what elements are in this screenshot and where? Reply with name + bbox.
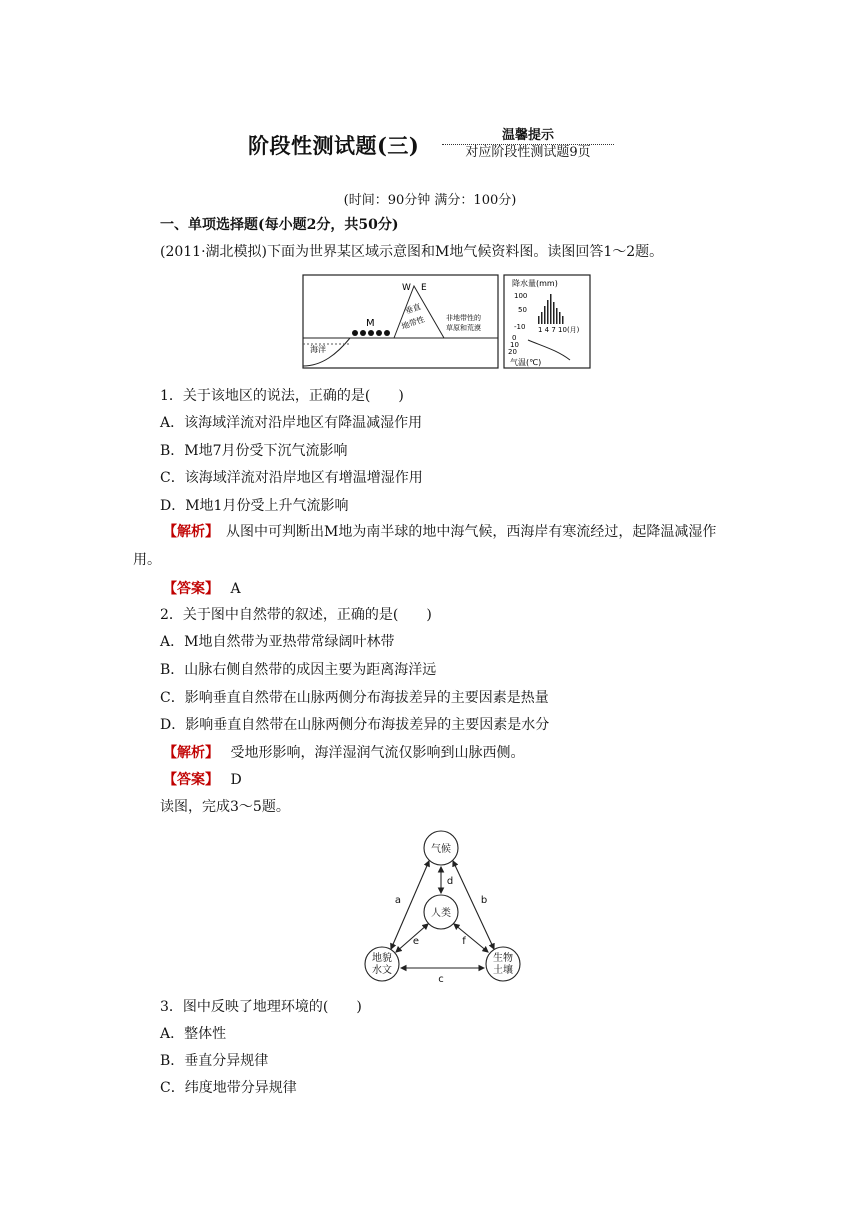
- p50-label: 50: [518, 306, 527, 314]
- t10-label: 10: [510, 341, 519, 349]
- q1-analysis: [133, 518, 733, 574]
- edge-a-label: a: [394, 895, 402, 906]
- q2-analysis: [163, 743, 524, 763]
- zone-label-2: 地带性: [400, 314, 426, 332]
- p100-label: 100: [514, 292, 528, 300]
- edge-e-label: e: [412, 936, 420, 947]
- e-label: E: [421, 283, 427, 293]
- q3-option-b: B．垂直分异规律: [160, 1053, 269, 1069]
- q3-option-a: A．整体性: [160, 1026, 227, 1042]
- w-label: W: [402, 283, 411, 293]
- q2-analysis-text: 受地形影响，海洋湿润气流仅影响到山脉西侧。: [230, 745, 525, 761]
- q1-analysis-text: 从图中可判断出M地为南半球的地中海气候，西海岸有寒流经过，起降温减湿作用。: [133, 524, 717, 568]
- q1-option-b: B．M地7月份受下沉气流影响: [160, 443, 348, 459]
- edge-b-label: b: [480, 895, 488, 906]
- q2-option-d: D．影响垂直自然带在山脉两侧分布海拔差异的主要因素是水分: [160, 717, 550, 733]
- m-label: M: [366, 318, 375, 329]
- tip-box: [442, 128, 614, 161]
- q1-answer-label: 【答案】: [163, 581, 212, 597]
- climate-label: 气候: [431, 844, 451, 855]
- region-figure: [302, 274, 592, 370]
- q1-option-c: C．该海域洋流对沿岸地区有增温增湿作用: [160, 470, 423, 486]
- q3-stem: 3．图中反映了地理环境的( ): [160, 999, 362, 1015]
- landform-label-1: 地貌: [372, 953, 392, 964]
- q2-analysis-label: 【解析】: [163, 745, 212, 761]
- q1-option-d: D．M地1月份受上升气流影响: [160, 498, 349, 514]
- human-label: 人类: [431, 908, 451, 919]
- q1-analysis-label: 【解析】: [163, 524, 212, 540]
- landform-label-2: 水文: [372, 965, 392, 976]
- tip-text: 对应阶段性测试题9页: [465, 145, 591, 160]
- q2-stem: 2．关于图中自然带的叙述，正确的是( ): [160, 607, 432, 623]
- precip-bars: [538, 294, 564, 324]
- q3-option-c: C．纬度地带分异规律: [160, 1080, 297, 1096]
- zone-label-1: 垂直: [403, 302, 423, 316]
- exam-meta: (时间：90分钟 满分：100分): [343, 193, 517, 208]
- arrow-b: [453, 861, 494, 949]
- q2-option-b: B．山脉右侧自然带的成因主要为距离海洋远: [160, 662, 437, 678]
- temp-axis-label: 气温(℃): [510, 358, 542, 367]
- arrow-f: [454, 924, 488, 952]
- q1-option-a: A．该海域洋流对沿岸地区有降温减湿作用: [160, 415, 423, 431]
- tm10-label: -10: [514, 323, 526, 331]
- edge-f-label: f: [462, 936, 466, 947]
- q1-stem: 1．关于该地区的说法，正确的是( ): [160, 388, 404, 404]
- edge-d-label: d: [446, 876, 454, 887]
- environment-diagram: [360, 828, 530, 986]
- q2-option-c: C．影响垂直自然带在山脉两侧分布海拔差异的主要因素是热量: [160, 690, 549, 706]
- nonzonal-label-1: 非地带性的: [446, 314, 481, 322]
- q2-answer-label: 【答案】: [163, 772, 212, 788]
- forest-icons: [352, 330, 390, 336]
- edge-c-label: c: [438, 974, 444, 985]
- t0-label: 0: [512, 334, 517, 342]
- q2-answer: [163, 770, 242, 790]
- q1-answer-value: A: [230, 581, 241, 597]
- q2-option-a: A．M地自然带为亚热带常绿阔叶林带: [160, 634, 395, 650]
- tip-label: 温馨提示: [501, 128, 554, 143]
- t20-label: 20: [508, 348, 517, 356]
- bio-label-2: 土壤: [493, 965, 513, 976]
- page-title: 阶段性测试题(三): [248, 133, 420, 158]
- section-heading: 一、单项选择题(每小题2分，共50分): [160, 217, 399, 233]
- nonzonal-label-2: 草原和荒漠: [446, 324, 481, 332]
- q2-answer-value: D: [230, 772, 242, 788]
- intro-2: 读图，完成3～5题。: [160, 799, 290, 815]
- ocean-label: 海洋: [310, 345, 326, 354]
- q1-answer: [163, 579, 241, 599]
- months-label: 1 4 7 10(月): [538, 326, 580, 334]
- precip-axis-label: 降水量(mm): [512, 279, 558, 288]
- bio-label-1: 生物: [493, 953, 513, 964]
- intro-1: (2011·湖北模拟)下面为世界某区域示意图和M地气候资料图。读图回答1～2题。: [160, 244, 664, 260]
